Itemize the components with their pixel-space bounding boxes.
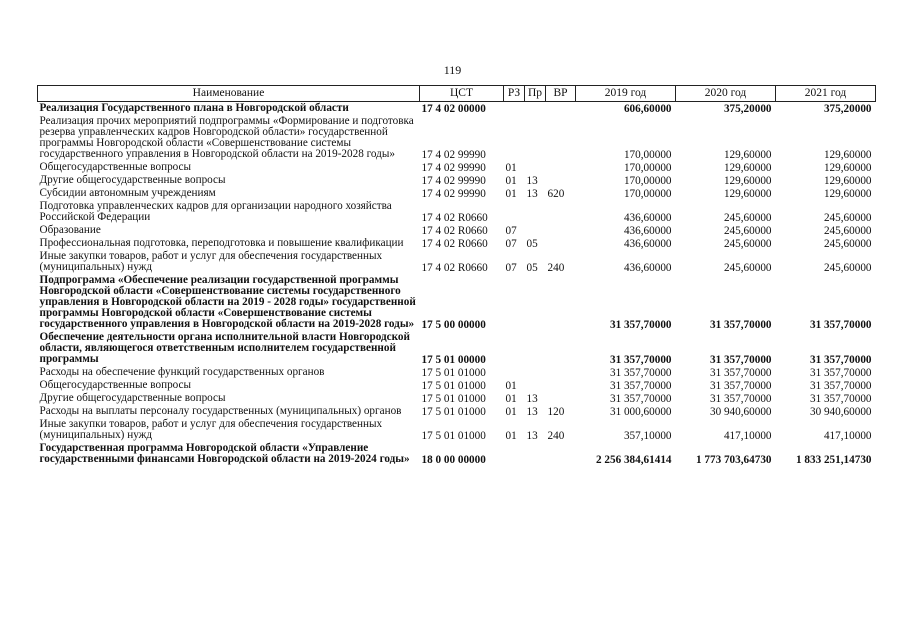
cell-2020: 129,60000 bbox=[723, 188, 772, 200]
cell-rz: 01 bbox=[505, 380, 517, 392]
cell-cst: 17 5 01 01000 bbox=[421, 380, 486, 392]
table-row bbox=[38, 442, 876, 466]
cell-vr: 620 bbox=[547, 188, 565, 200]
cell-2020: 31 357,70000 bbox=[709, 354, 772, 366]
cell-cst: 17 5 01 01000 bbox=[421, 393, 486, 405]
cell-cst: 17 4 02 99990 bbox=[421, 175, 486, 187]
table-row bbox=[38, 237, 876, 250]
cell-pr bbox=[525, 331, 546, 366]
cell-2019: 31 357,70000 bbox=[609, 393, 672, 405]
cell-2019: 170,00000 bbox=[623, 188, 672, 200]
cell-rz bbox=[504, 442, 525, 466]
col-header-2020: 2020 год bbox=[676, 86, 776, 102]
cell-cst: 17 4 02 99990 bbox=[421, 188, 486, 200]
cell-2020: 245,60000 bbox=[723, 238, 772, 250]
col-header-rz: РЗ bbox=[504, 86, 525, 102]
cell-pr: 13 bbox=[526, 406, 538, 418]
table-row bbox=[38, 174, 876, 187]
cell-2021: 245,60000 bbox=[823, 225, 872, 237]
cell-2021: 30 940,60000 bbox=[809, 406, 872, 418]
cell-2019: 436,60000 bbox=[623, 238, 672, 250]
cell-vr bbox=[546, 366, 576, 379]
cell-name: Профессиональная подготовка, переподготовка и повышение квалификации bbox=[39, 237, 404, 249]
table-row bbox=[38, 224, 876, 237]
col-header-cst: ЦСТ bbox=[420, 86, 504, 102]
cell-vr bbox=[546, 174, 576, 187]
cell-name: Государственная программа Новгородской области «Управление государственными финансами Новгородской области на 2019-2024 годы» bbox=[39, 442, 410, 465]
cell-2020: 31 357,70000 bbox=[709, 380, 772, 392]
cell-name: Субсидии автономным учреждениям bbox=[39, 187, 216, 199]
cell-vr bbox=[546, 274, 576, 331]
cell-2021: 31 357,70000 bbox=[809, 354, 872, 366]
cell-name: Общегосударственные вопросы bbox=[39, 161, 192, 173]
cell-pr bbox=[525, 200, 546, 224]
cell-cst: 17 5 00 00000 bbox=[421, 319, 486, 331]
cell-2021: 245,60000 bbox=[823, 238, 872, 250]
cell-2021: 245,60000 bbox=[823, 212, 872, 224]
col-header-name: Наименование bbox=[38, 86, 420, 102]
cell-2021: 245,60000 bbox=[823, 262, 872, 274]
cell-cst: 17 4 02 R0660 bbox=[421, 238, 488, 250]
cell-cst: 17 4 02 99990 bbox=[421, 162, 486, 174]
cell-name: Расходы на выплаты персоналу государственных (муниципальных) органов bbox=[39, 405, 402, 417]
cell-2019: 357,10000 bbox=[623, 430, 672, 442]
cell-pr bbox=[525, 161, 546, 174]
table-row bbox=[38, 187, 876, 200]
col-header-pr: Пр bbox=[525, 86, 546, 102]
cell-2019: 606,60000 bbox=[623, 103, 672, 115]
cell-rz: 01 bbox=[505, 188, 517, 200]
cell-cst: 17 5 01 00000 bbox=[421, 354, 486, 366]
cell-rz: 07 bbox=[505, 225, 517, 237]
cell-rz: 01 bbox=[505, 175, 517, 187]
cell-2021: 129,60000 bbox=[823, 149, 872, 161]
table-row bbox=[38, 331, 876, 366]
table-row bbox=[38, 274, 876, 331]
cell-pr: 05 bbox=[526, 238, 538, 250]
cell-2021: 417,10000 bbox=[823, 430, 872, 442]
cell-2021: 31 357,70000 bbox=[809, 393, 872, 405]
cell-cst: 18 0 00 00000 bbox=[421, 454, 486, 466]
cell-pr bbox=[525, 379, 546, 392]
cell-rz: 07 bbox=[505, 238, 517, 250]
cell-pr bbox=[525, 366, 546, 379]
cell-pr: 13 bbox=[526, 393, 538, 405]
cell-rz: 01 bbox=[505, 393, 517, 405]
cell-rz: 01 bbox=[505, 162, 517, 174]
cell-2021: 375,20000 bbox=[823, 103, 872, 115]
cell-vr bbox=[546, 224, 576, 237]
cell-cst: 17 4 02 99990 bbox=[421, 149, 486, 161]
table-row bbox=[38, 392, 876, 405]
cell-vr bbox=[546, 392, 576, 405]
cell-2021: 1 833 251,14730 bbox=[795, 454, 872, 466]
cell-vr bbox=[546, 331, 576, 366]
cell-2019: 2 256 384,61414 bbox=[595, 454, 672, 466]
cell-pr: 05 bbox=[526, 262, 538, 274]
table-row bbox=[38, 102, 876, 116]
cell-name: Другие общегосударственные вопросы bbox=[39, 392, 226, 404]
cell-name: Иные закупки товаров, работ и услуг для обеспечения государственных (муниципальных) нужд bbox=[39, 418, 383, 441]
cell-2021: 129,60000 bbox=[823, 175, 872, 187]
cell-2019: 170,00000 bbox=[623, 162, 672, 174]
cell-2020: 245,60000 bbox=[723, 225, 772, 237]
col-header-vr: ВР bbox=[546, 86, 576, 102]
cell-vr: 240 bbox=[547, 430, 565, 442]
cell-2020: 129,60000 bbox=[723, 162, 772, 174]
cell-vr: 120 bbox=[547, 406, 565, 418]
cell-name: Образование bbox=[39, 224, 101, 236]
cell-vr bbox=[546, 102, 576, 116]
cell-name: Другие общегосударственные вопросы bbox=[39, 174, 226, 186]
cell-cst: 17 4 02 R0660 bbox=[421, 225, 488, 237]
cell-pr bbox=[525, 102, 546, 116]
cell-2020: 31 357,70000 bbox=[709, 319, 772, 331]
cell-2020: 31 357,70000 bbox=[709, 393, 772, 405]
table-row bbox=[38, 405, 876, 418]
cell-name: Иные закупки товаров, работ и услуг для обеспечения государственных (муниципальных) нужд bbox=[39, 250, 383, 273]
cell-vr bbox=[546, 161, 576, 174]
cell-2019: 170,00000 bbox=[623, 149, 672, 161]
cell-2020: 245,60000 bbox=[723, 262, 772, 274]
cell-2021: 129,60000 bbox=[823, 162, 872, 174]
cell-2020: 417,10000 bbox=[723, 430, 772, 442]
cell-cst: 17 5 01 01000 bbox=[421, 406, 486, 418]
cell-name: Реализация прочих мероприятий подпрограммы «Формирование и подготовка резерва управленческих кадров Новгородской области» государственной программы Новгородской области «Совершенствование системы государственного управления в Новгородской области на 2019-2028 годы» bbox=[39, 115, 414, 160]
cell-rz bbox=[504, 366, 525, 379]
cell-cst: 17 4 02 R0660 bbox=[421, 212, 488, 224]
cell-vr bbox=[546, 379, 576, 392]
cell-pr bbox=[525, 442, 546, 466]
cell-rz: 07 bbox=[505, 262, 517, 274]
cell-2020: 30 940,60000 bbox=[709, 406, 772, 418]
cell-rz bbox=[504, 115, 525, 161]
cell-rz bbox=[504, 274, 525, 331]
cell-pr bbox=[525, 224, 546, 237]
cell-cst: 17 5 01 01000 bbox=[421, 430, 486, 442]
cell-2019: 436,60000 bbox=[623, 212, 672, 224]
cell-vr: 240 bbox=[547, 262, 565, 274]
cell-2020: 31 357,70000 bbox=[709, 367, 772, 379]
cell-2020: 129,60000 bbox=[723, 149, 772, 161]
cell-2020: 1 773 703,64730 bbox=[695, 454, 772, 466]
cell-2019: 31 357,70000 bbox=[609, 367, 672, 379]
table-row bbox=[38, 200, 876, 224]
cell-vr bbox=[546, 200, 576, 224]
cell-2019: 170,00000 bbox=[623, 175, 672, 187]
cell-pr: 13 bbox=[526, 188, 538, 200]
cell-2021: 31 357,70000 bbox=[809, 367, 872, 379]
cell-vr bbox=[546, 115, 576, 161]
cell-2021: 31 357,70000 bbox=[809, 319, 872, 331]
table-row bbox=[38, 366, 876, 379]
table-row bbox=[38, 379, 876, 392]
cell-2019: 31 357,70000 bbox=[609, 319, 672, 331]
cell-2019: 31 000,60000 bbox=[609, 406, 672, 418]
col-header-2021: 2021 год bbox=[776, 86, 876, 102]
cell-pr bbox=[525, 115, 546, 161]
cell-name: Подпрограмма «Обеспечение реализации государственной программы Новгородской области «Совершенствование системы государственного управления в Новгородской области на 2019 - 2028 годы» государственной программы Новгородской области «Совершенствование системы государственного управления в Новгородской области на 2019-2028 годы» bbox=[39, 274, 416, 330]
cell-vr bbox=[546, 237, 576, 250]
cell-2021: 31 357,70000 bbox=[809, 380, 872, 392]
cell-2020: 129,60000 bbox=[723, 175, 772, 187]
cell-pr: 13 bbox=[526, 430, 538, 442]
table-row bbox=[38, 250, 876, 274]
cell-cst: 17 5 01 01000 bbox=[421, 367, 486, 379]
cell-rz bbox=[504, 200, 525, 224]
cell-2020: 245,60000 bbox=[723, 212, 772, 224]
cell-name: Общегосударственные вопросы bbox=[39, 379, 192, 391]
cell-2019: 31 357,70000 bbox=[609, 354, 672, 366]
cell-2019: 436,60000 bbox=[623, 225, 672, 237]
table-row bbox=[38, 418, 876, 442]
cell-name: Обеспечение деятельности органа исполнительной власти Новгородской области, являющегося ответственным исполнителем государственной программы bbox=[39, 331, 410, 365]
cell-2019: 436,60000 bbox=[623, 262, 672, 274]
cell-2021: 129,60000 bbox=[823, 188, 872, 200]
table-body bbox=[38, 102, 876, 467]
cell-rz bbox=[504, 102, 525, 116]
cell-name: Расходы на обеспечение функций государственных органов bbox=[39, 366, 325, 378]
cell-rz: 01 bbox=[505, 430, 517, 442]
cell-name: Подготовка управленческих кадров для организации народного хозяйства Российской Федерации bbox=[39, 200, 392, 223]
page-number: 119 bbox=[443, 63, 462, 77]
cell-name: Реализация Государственного плана в Новгородской области bbox=[39, 102, 349, 114]
budget-table bbox=[37, 85, 876, 466]
cell-vr bbox=[546, 442, 576, 466]
cell-pr: 13 bbox=[526, 175, 538, 187]
table-header-row bbox=[38, 86, 876, 102]
col-header-2019: 2019 год bbox=[576, 86, 676, 102]
cell-2020: 375,20000 bbox=[723, 103, 772, 115]
table-row bbox=[38, 115, 876, 161]
cell-cst: 17 4 02 R0660 bbox=[421, 262, 488, 274]
cell-cst: 17 4 02 00000 bbox=[421, 103, 486, 115]
table-row bbox=[38, 161, 876, 174]
cell-pr bbox=[525, 274, 546, 331]
cell-rz bbox=[504, 331, 525, 366]
cell-rz: 01 bbox=[505, 406, 517, 418]
cell-2019: 31 357,70000 bbox=[609, 380, 672, 392]
